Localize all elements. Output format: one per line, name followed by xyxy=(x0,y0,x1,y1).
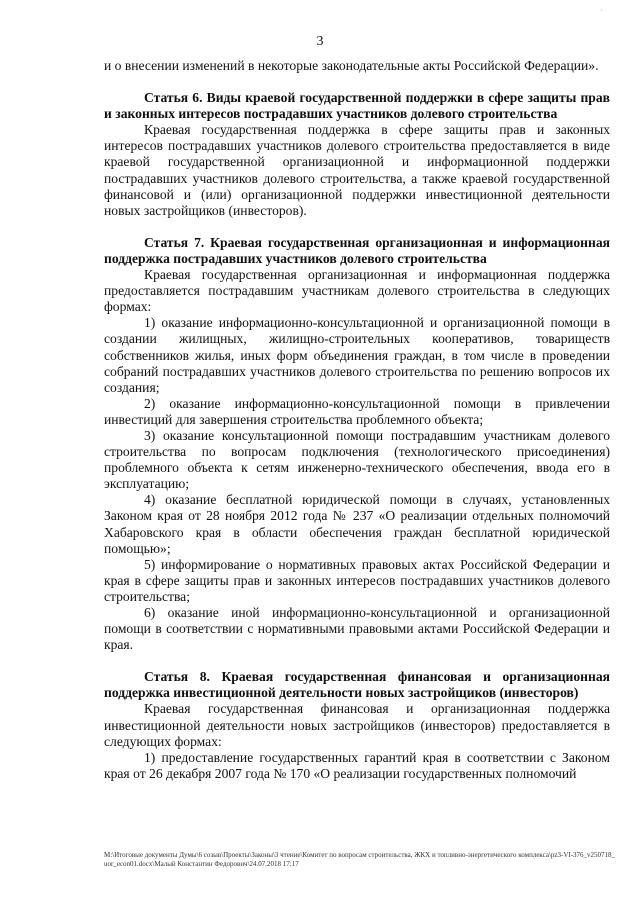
article-7-item: 4) оказание бесплатной юридической помощи в случаях, установленных Законом края от 28 ноября 2012 года № 237 «О реализации отдельных полномочий Хабаровского края в области обеспечения граждан бесплатной юридической помощью»; xyxy=(104,492,610,556)
article-8-item: 1) предоставление государственных гарантий края в соответствии с Законом края от 26 декабря 2007 года № 170 «О реализации государственных полномочий xyxy=(104,749,610,781)
article-8-heading: Статья 8. Краевая государственная финансовая и организационная поддержка инвестиционной деятельности новых застройщиков (инвесторов) xyxy=(104,669,610,701)
file-path-footer: М:\Итоговые документы Думы\6 созыв\Проекты\Законы\3 чтение\Комитет по вопросам строительства, ЖКХ и топливно-энергетического комплекса\pz3-VI-376_v250718_uor_econ01.docx\Малый Константин Федорович\24.07.2018 17:17 xyxy=(104,851,616,868)
article-7-heading: Статья 7. Краевая государственная организационная и информационная поддержка пострадавших участников долевого строительства xyxy=(104,234,610,266)
intro-paragraph: и о внесении изменений в некоторые законодательные акты Российской Федерации». xyxy=(104,58,599,73)
article-7-item: 2) оказание информационно-консультационной помощи в привлечении инвестиций для завершения строительства проблемного объекта; xyxy=(104,395,610,427)
article-7-item: 6) оказание иной информационно-консультационной и организационной помощи в соответствии с нормативными правовыми актами Российской Федерации и края. xyxy=(104,605,610,653)
article-8-intro: Краевая государственная финансовая и организационная поддержка инвестиционной деятельности новых застройщиков (инвесторов) предоставляется в следующих формах: xyxy=(104,701,610,749)
page-number: 3 xyxy=(316,34,324,49)
article-7-item: 1) оказание информационно-консультационной и организационной помощи в создании жилищных, жилищно-строительных кооперативов, товариществ собственников жилья, иных форм объединения граждан, в том числе в проведении собраний пострадавших участников долевого строительства по решению вопросов их создания; xyxy=(104,315,610,395)
article-7-item: 5) информирование о нормативных правовых актах Российской Федерации и края в сфере защиты прав и законных интересов пострадавших участников долевого строительства; xyxy=(104,556,610,604)
article-7-item: 3) оказание консультационной помощи пострадавшим участникам долевого строительства по вопросам подключения (технологического присоединения) проблемного объекта к сетям инженерно-технического обеспечения, ввода его в эксплуатацию; xyxy=(104,427,610,492)
article-7-intro: Краевая государственная организационная и информационная поддержка предоставляется пострадавшим участникам долевого строительства в следующих формах: xyxy=(104,267,610,315)
article-6-text: Краевая государственная поддержка в сфере защиты прав и законных интересов пострадавших участников долевого строительства предоставляется в виде краевой государственной организационной и информационной поддержки пострадавших участников долевого строительства, а также краевой государственной финансовой и (или) организационной поддержки инвестиционной деятельности новых застройщиков (инвесторов). xyxy=(104,122,610,218)
corner-mark: · xyxy=(600,6,603,15)
document-body xyxy=(104,58,610,782)
article-6-heading: Статья 6. Виды краевой государственной поддержки в сфере защиты прав и законных интересов пострадавших участников долевого строительства xyxy=(104,90,610,122)
